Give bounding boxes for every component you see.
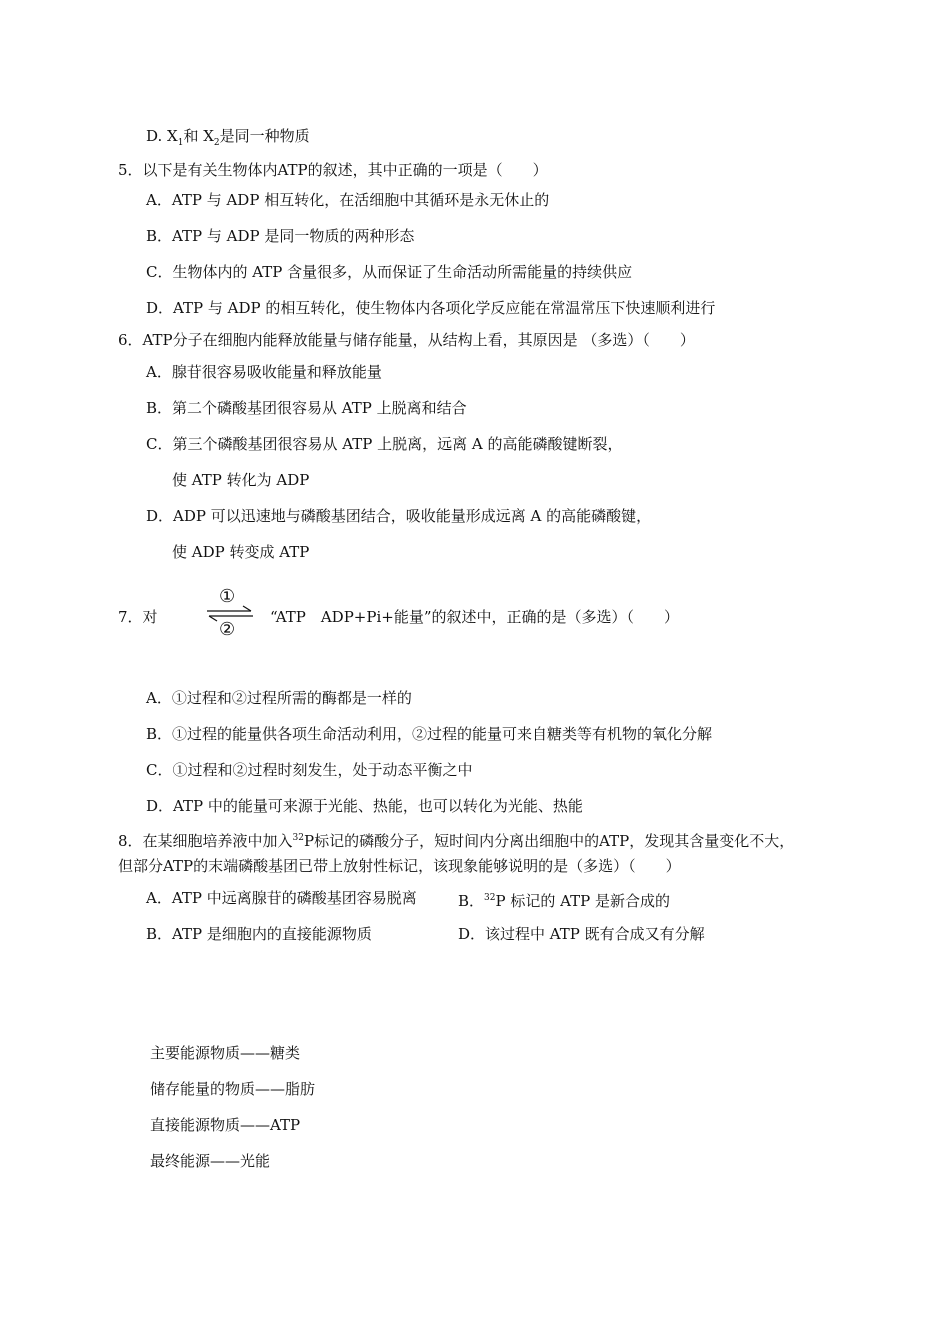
- process-2-label: ②: [219, 619, 236, 640]
- reversible-arrow: [205, 588, 255, 640]
- summary-item-ultimate: 最终能源——光能: [150, 1152, 271, 1170]
- q6-option-c: C．第三个磷酸基团很容易从 ATP 上脱离，远离 A 的高能磷酸键断裂，: [146, 435, 623, 453]
- q6-stem: 6．ATP分子在细胞内能释放能量与储存能量，从结构上看，其原因是 （多选）（ ）: [118, 331, 695, 349]
- q8-option-d: D．该过程中 ATP 既有合成又有分解: [458, 925, 705, 943]
- process-1-label: ①: [219, 586, 236, 607]
- q6-option-d-cont: 使 ADP 转变成 ATP: [172, 543, 310, 561]
- q7-option-c: C．①过程和②过程时刻发生，处于动态平衡之中: [146, 761, 473, 779]
- q7-option-a: A．①过程和②过程所需的酶都是一样的: [146, 689, 412, 707]
- summary-item-main-energy: 主要能源物质——糖类: [150, 1044, 301, 1062]
- q6-option-b: B．第二个磷酸基团很容易从 ATP 上脱离和结合: [146, 399, 467, 417]
- q8-stem-line2: 但部分ATP的末端磷酸基团已带上放射性标记，该现象能够说明的是（多选）（ ）: [118, 857, 681, 875]
- q5-stem: 5．以下是有关生物体内ATP的叙述，其中正确的一项是（ ）: [118, 161, 548, 179]
- q4-option-d: D. $X_1$和 $X_2$是同一种物质: [146, 127, 310, 148]
- q6-option-a: A．腺苷很容易吸收能量和释放能量: [146, 363, 382, 381]
- q5-option-c: C．生物体内的 ATP 含量很多，从而保证了生命活动所需能量的持续供应: [146, 263, 633, 281]
- q8-option-b: B．$^{32}$P 标记的 ATP 是新合成的: [458, 892, 670, 910]
- q7-option-d: D．ATP 中的能量可来源于光能、热能，也可以转化为光能、热能: [146, 797, 583, 815]
- q5-option-d: D．ATP 与 ADP 的相互转化，使生物体内各项化学反应能在常温常压下快速顺利进行: [146, 299, 716, 317]
- q8-stem-line1: 8．在某细胞培养液中加入$^{32}$P标记的磷酸分子，短时间内分离出细胞中的ATP，发现其含量变化不大，: [118, 832, 795, 850]
- summary-item-direct: 直接能源物质——ATP: [150, 1116, 301, 1134]
- q6-option-c-cont: 使 ATP 转化为 ADP: [172, 471, 310, 489]
- q7-stem-prefix: 7．对: [118, 608, 158, 626]
- summary-item-storage: 储存能量的物质——脂肪: [150, 1080, 316, 1098]
- q7-option-b: B．①过程的能量供各项生命活动利用，②过程的能量可来自糖类等有机物的氧化分解: [146, 725, 713, 743]
- q5-option-b: B．ATP 与 ADP 是同一物质的两种形态: [146, 227, 415, 245]
- q7-stem: “ATP ADP+Pi+能量”的叙述中，正确的是（多选）（ ）: [270, 608, 679, 626]
- q6-option-d: D．ADP 可以迅速地与磷酸基团结合，吸收能量形成远离 A 的高能磷酸键，: [146, 507, 652, 525]
- q8-option-c: B．ATP 是细胞内的直接能源物质: [146, 925, 372, 943]
- q8-option-a: A．ATP 中远离腺苷的磷酸基团容易脱离: [146, 889, 417, 907]
- q5-option-a: A．ATP 与 ADP 相互转化，在活细胞中其循环是永无休止的: [146, 191, 550, 209]
